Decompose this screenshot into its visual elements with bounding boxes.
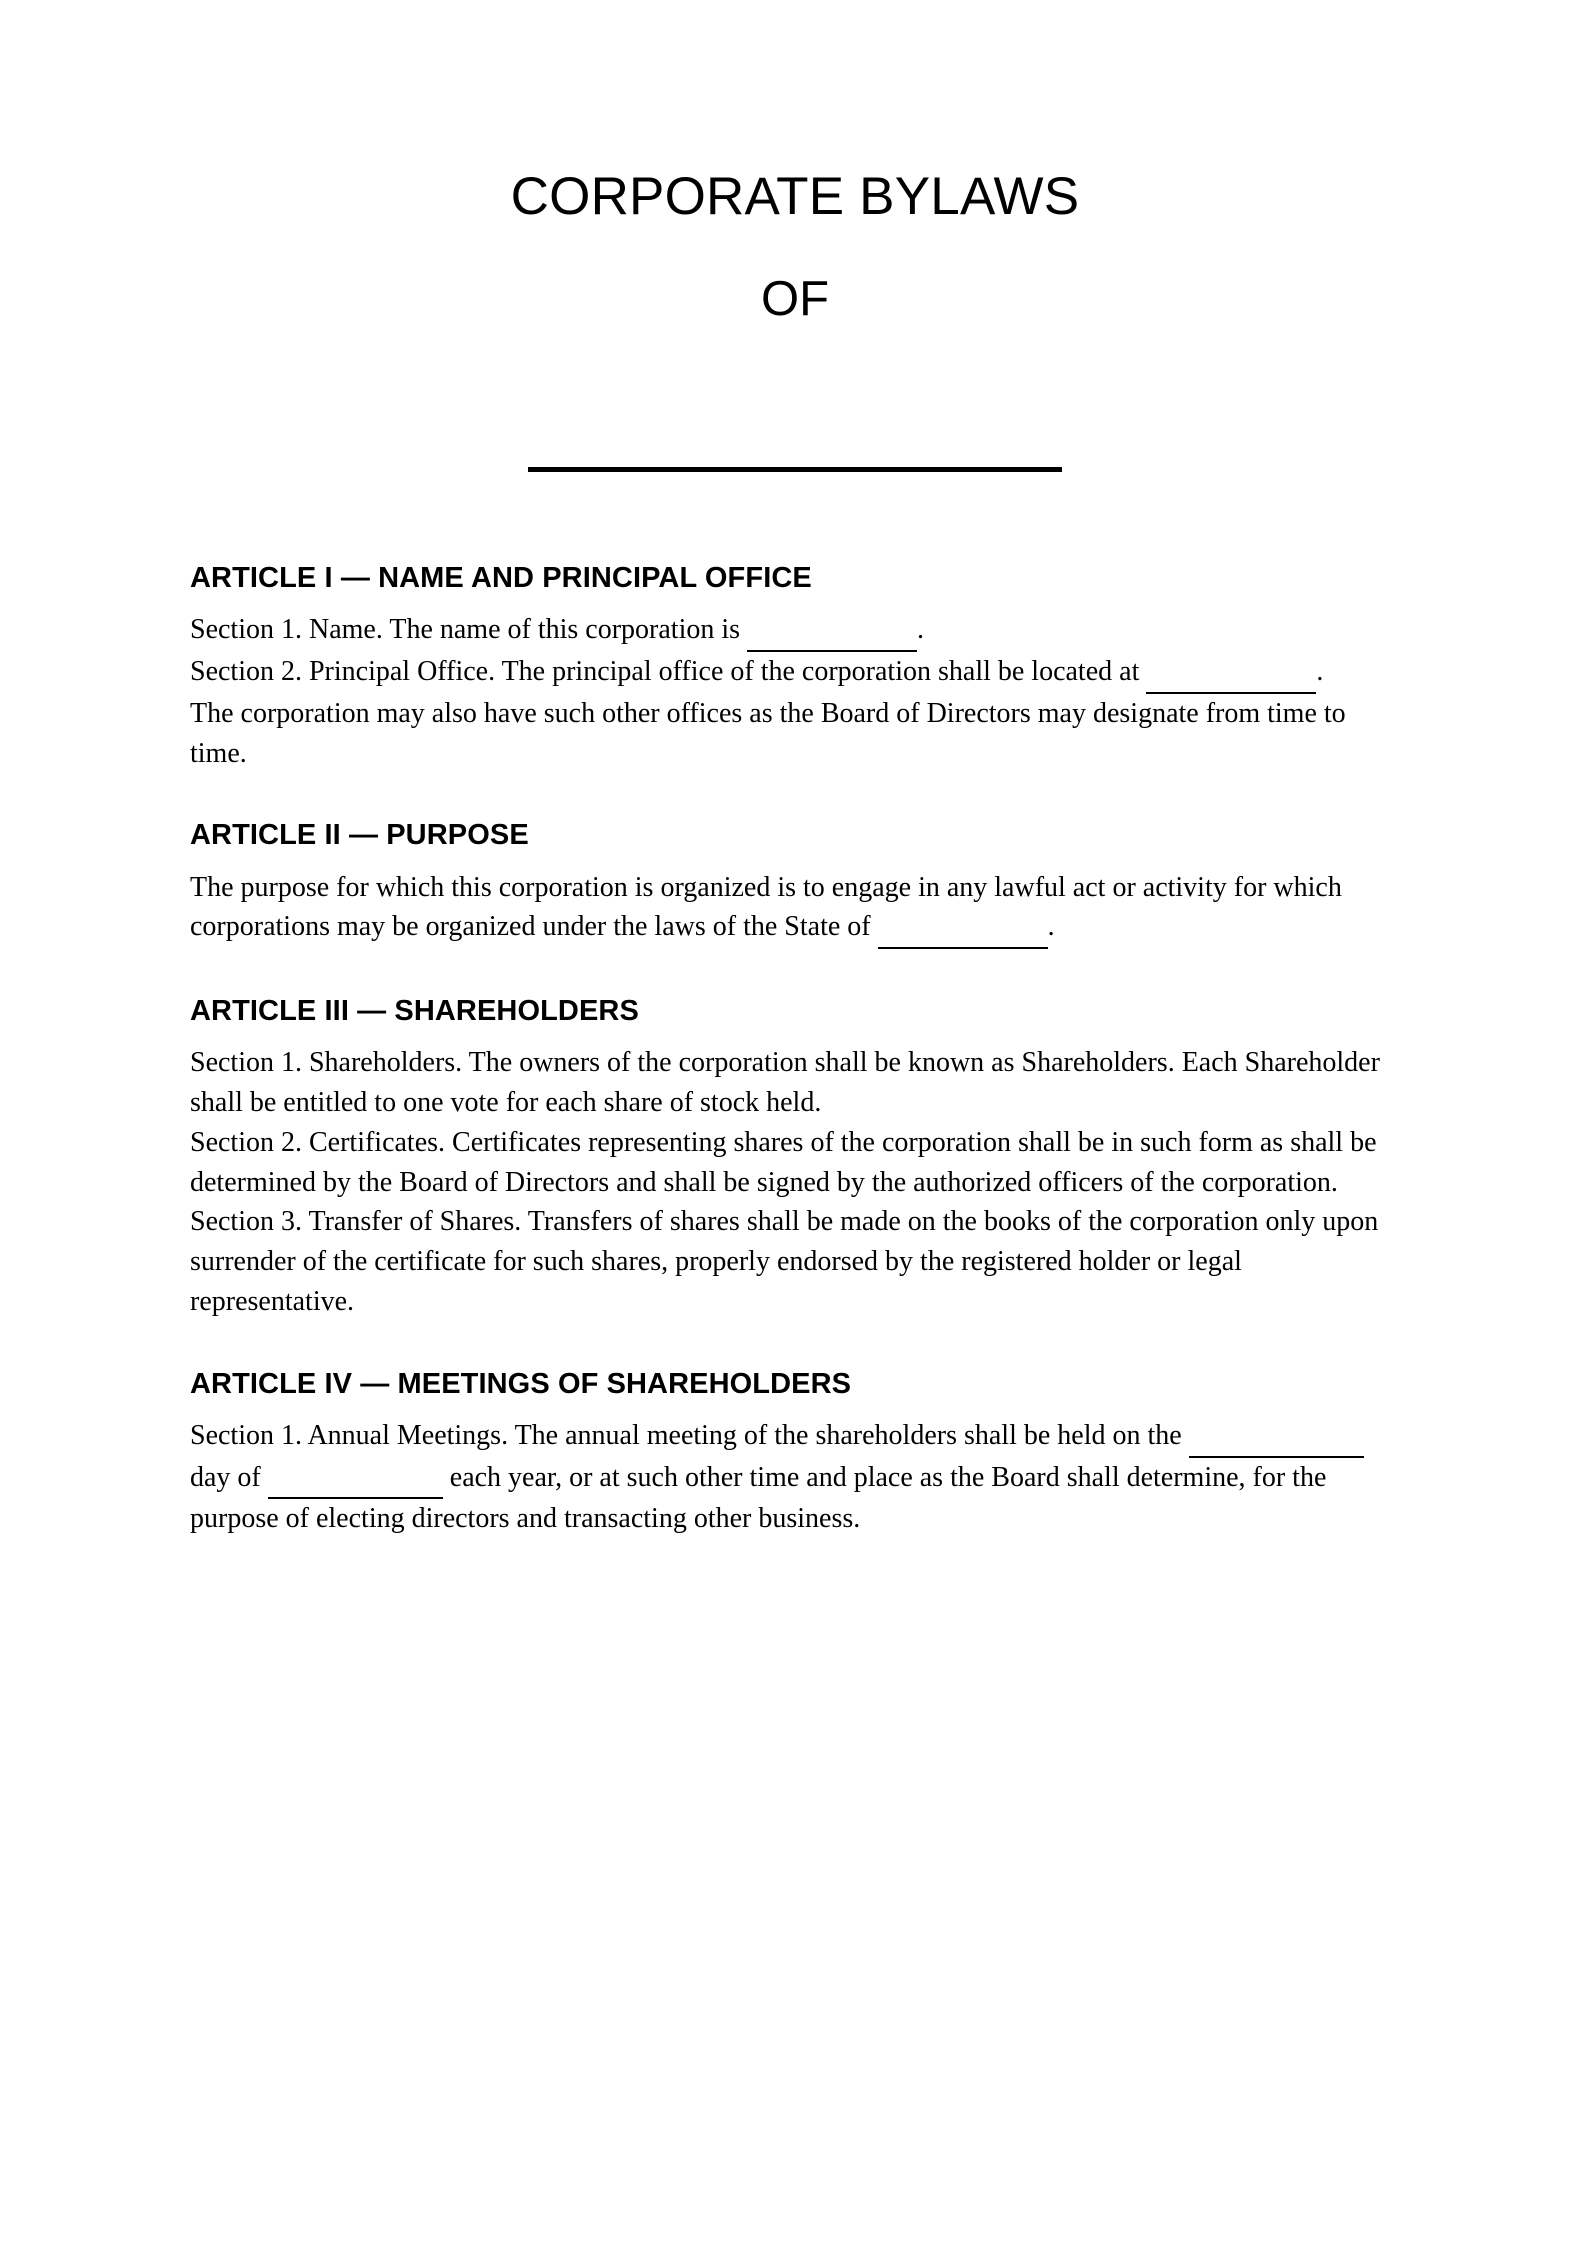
article-heading: ARTICLE II — PURPOSE [190,819,529,852]
article-block [190,817,1385,949]
fill-in-blank[interactable] [878,907,1048,949]
document-title-of: OF [760,272,830,327]
paragraph-text: Section 1. Name. The name of this corporation is [190,614,748,646]
document-title-block [0,168,1590,327]
paragraph [190,652,1385,694]
article-heading: ARTICLE IV — MEETINGS OF SHAREHOLDERS [190,1367,852,1400]
paragraph [190,868,1385,950]
paragraph [190,694,1385,774]
paragraph-text: . [1047,911,1055,943]
paragraph [190,1202,1385,1321]
paragraph [190,610,1385,652]
document-title: CORPORATE BYLAWS [510,167,1080,226]
paragraph-text: . [917,614,925,646]
fill-in-blank[interactable] [1146,652,1316,694]
article-block [190,1366,1385,1540]
paragraph-text: Section 2. Principal Office. The principal office of the corporation shall be located at [190,656,1147,687]
paragraph [190,1043,1385,1123]
corporation-name-blank-wrap [0,460,1590,478]
paragraph [190,1123,1385,1203]
corporation-name-blank-rule[interactable] [528,467,1062,472]
article-block [190,560,1385,773]
paragraph-text: each year, or at such other time and place as the Board shall determine, for the purpose of electing directors and transacting other business. [190,1461,1327,1535]
article-heading: ARTICLE I — NAME AND PRINCIPAL OFFICE [190,562,812,594]
fill-in-blank[interactable] [747,610,917,652]
paragraph-text: Section 1. Annual Meetings. The annual meeting of the shareholders shall be held on the [190,1419,1189,1451]
fill-in-blank[interactable] [1189,1416,1364,1458]
paragraph-text: The purpose for which this corporation is organized is to engage in any lawful act or activity for which corporations may be organized under the laws of the State of [190,871,1342,943]
paragraph-text: Section 2. Certificates. Certificates representing shares of the corporation shall be in such form as shall be determined by the Board of Directors and shall be signed by the authorized officers of the corporation. [190,1126,1377,1198]
fill-in-blank[interactable] [268,1458,443,1500]
paragraph-text: Section 3. Transfer of Shares. Transfers of shares shall be made on the books of the corporation only upon surrender of the certificate for such shares, properly endorsed by the registered holder or legal representative. [190,1206,1379,1317]
paragraph-text: Section 1. Shareholders. The owners of the corporation shall be known as Shareholders. Each Shareholder shall be entitled to one vote for each share of stock held. [190,1047,1380,1118]
paragraph-text: . [1316,656,1324,687]
paragraph-text: The corporation may also have such other offices as the Board of Directors may designate from time to time. [190,697,1346,769]
paragraph-text: day of [190,1461,268,1493]
paragraph [190,1416,1385,1539]
article-heading: ARTICLE III — SHAREHOLDERS [190,995,639,1027]
article-block [190,993,1385,1322]
document-body [190,560,1385,1539]
